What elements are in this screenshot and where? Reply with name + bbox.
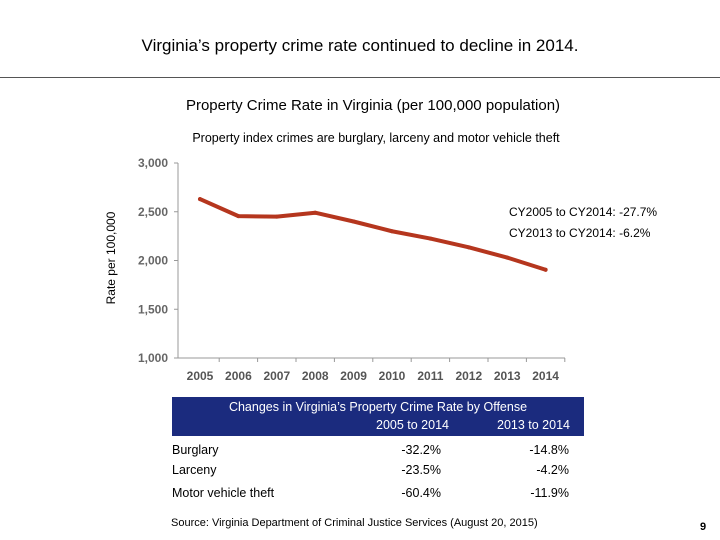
row-value-2013-2014: -11.9% [530,486,569,500]
source-note: Source: Virginia Department of Criminal Justice Services (August 20, 2015) [171,517,538,529]
y-axis-label: Rate per 100,000 [104,211,118,305]
x-tick-label: 2007 [263,369,291,383]
row-value-2005-2014: -32.2% [401,443,441,457]
page-number: 9 [700,521,707,533]
x-tick-label: 2008 [301,369,329,383]
row-value-2005-2014: -23.5% [401,463,441,477]
y-tick-label: 3,000 [137,156,168,170]
table-header [172,397,584,436]
x-tick-label: 2012 [455,369,483,383]
series-line [200,199,546,270]
row-label: Larceny [172,463,217,477]
data-point [390,229,394,233]
table-col-header-2013-2014: 2013 to 2014 [497,418,570,432]
chart-title: Property Crime Rate in Virginia (per 100,000 population) [185,97,561,114]
x-tick-label: 2005 [186,369,214,383]
table-title: Changes in Virginia’s Property Crime Rate by Offense [228,400,528,414]
table-col-header-2005-2014: 2005 to 2014 [376,418,449,432]
data-point [313,211,317,215]
row-label: Burglary [172,443,219,457]
data-point [198,197,202,201]
x-tick-label: 2014 [532,369,559,383]
data-point [236,214,240,218]
data-point [467,245,471,249]
data-point [505,256,509,260]
x-tick-label: 2006 [225,369,252,383]
data-point [352,220,356,224]
table-row [172,463,584,483]
y-tick-label: 2,000 [137,253,168,268]
x-tick-label: 2013 [493,369,521,383]
row-value-2013-2014: -4.2% [536,463,569,477]
row-value-2013-2014: -14.8% [529,443,569,457]
annotation-2013-2014: CY2013 to CY2014: -6.2% [509,226,651,240]
x-tick-label: 2010 [378,369,406,383]
x-tick-label: 2009 [340,369,367,383]
y-tick-label: 1,500 [137,302,168,317]
y-tick-label: 2,500 [137,204,168,219]
table-row [172,486,584,506]
annotation-2005-2014: CY2005 to CY2014: -27.7% [509,205,658,219]
slide-title: Virginia’s property crime rate continued to decline in 2014. [141,36,579,55]
data-point [275,215,279,219]
data-point [544,268,548,272]
table-row [172,443,584,463]
data-point [428,237,432,241]
x-tick-label: 2011 [417,369,444,383]
chart-subtitle: Property index crimes are burglary, larceny and motor vehicle theft [192,131,560,145]
row-label: Motor vehicle theft [172,486,275,500]
row-value-2005-2014: -60.4% [401,486,441,500]
y-tick-label: 1,000 [137,351,168,365]
